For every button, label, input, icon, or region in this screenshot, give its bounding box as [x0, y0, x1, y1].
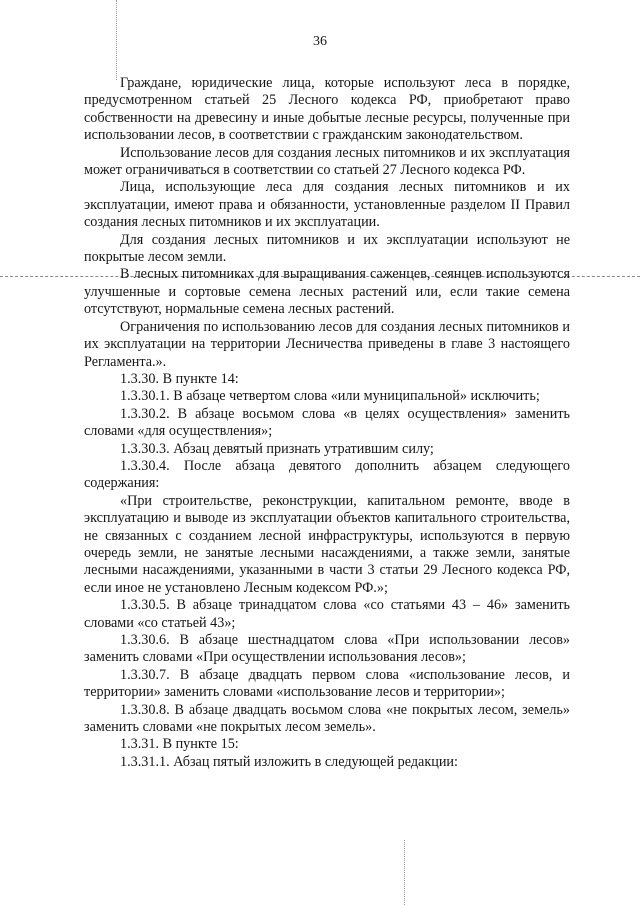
section-heading: 1.3.31. В пункте 15:: [120, 736, 239, 753]
paragraph: В лесных питомниках для выращивания саженцев, сеянцев используются улучшенные и сортовые семена лесных растений или, если такие семена отсутствуют, нормальные семена лесных растений.: [84, 266, 570, 318]
scan-artifact-bottom: [404, 840, 405, 905]
list-item: 1.3.30.6. В абзаце шестнадцатом слова «При использовании лесов» заменить словами «При осуществлении использования лесов»;: [84, 632, 570, 666]
paragraph: Ограничения по использованию лесов для создания лесных питомников и их эксплуатации на территории Лесничества приведены в главе 3 настоящего Регламента.».: [84, 318, 570, 370]
paragraph: Граждане, юридические лица, которые используют леса в порядке, предусмотренном статьей 25 Лесного кодекса РФ, приобретают право собственности на древесину и иные добытые лесные ресурсы, полученные при использовании лесов, в соответствии с гражданским законодательством.: [84, 75, 570, 144]
list-item: 1.3.30.3. Абзац девятый признать утратившим силу;: [120, 440, 434, 457]
list-item: 1.3.30.4. После абзаца девятого дополнить абзацем следующего содержания:: [84, 457, 570, 492]
document-body: [84, 75, 570, 771]
list-item: 1.3.30.1. В абзаце четвертом слова «или муниципальной» исключить;: [120, 388, 540, 405]
list-item: 1.3.30.2. В абзаце восьмом слова «в целях осуществления» заменить словами «для осуществления»;: [84, 405, 570, 440]
list-item: 1.3.30.8. В абзаце двадцать восьмом слова «не покрытых лесом, земель» заменить словами «не покрытых лесом земель».: [84, 701, 570, 736]
list-item: 1.3.30.5. В абзаце тринадцатом слова «со статьями 43 – 46» заменить словами «со статьей 43»;: [84, 597, 570, 631]
paragraph: Лица, использующие леса для создания лесных питомников и их эксплуатации, имеют права и обязанности, установленные разделом II Правил создания лесных питомников и их эксплуатации.: [84, 179, 570, 231]
list-item: 1.3.31.1. Абзац пятый изложить в следующей редакции:: [120, 753, 458, 770]
page-number: 36: [313, 34, 327, 49]
section-heading: 1.3.30. В пункте 14:: [120, 370, 239, 387]
paragraph: Использование лесов для создания лесных питомников и их эксплуатация может ограничиваться в соответствии со статьей 27 Лесного кодекса РФ.: [84, 144, 570, 179]
paragraph: Для создания лесных питомников и их эксплуатации используют не покрытые лесом земли.: [84, 231, 570, 266]
quoted-paragraph: «При строительстве, реконструкции, капитальном ремонте, вводе в эксплуатацию и выводе из эксплуатации объектов капитального строительства, не связанных с созданием лесной инфраструктуры, используются в первую очередь земли, не занятые лесными насаждениями, а также земли, занятые лесными насаждениями, указанными в части 3 статьи 29 Лесного кодекса РФ, если иное не установлено Лесным кодексом РФ.»;: [84, 492, 570, 596]
list-item: 1.3.30.7. В абзаце двадцать первом слова «использование лесов, и территории» заменить словами «использование лесов и территории»;: [84, 666, 570, 701]
